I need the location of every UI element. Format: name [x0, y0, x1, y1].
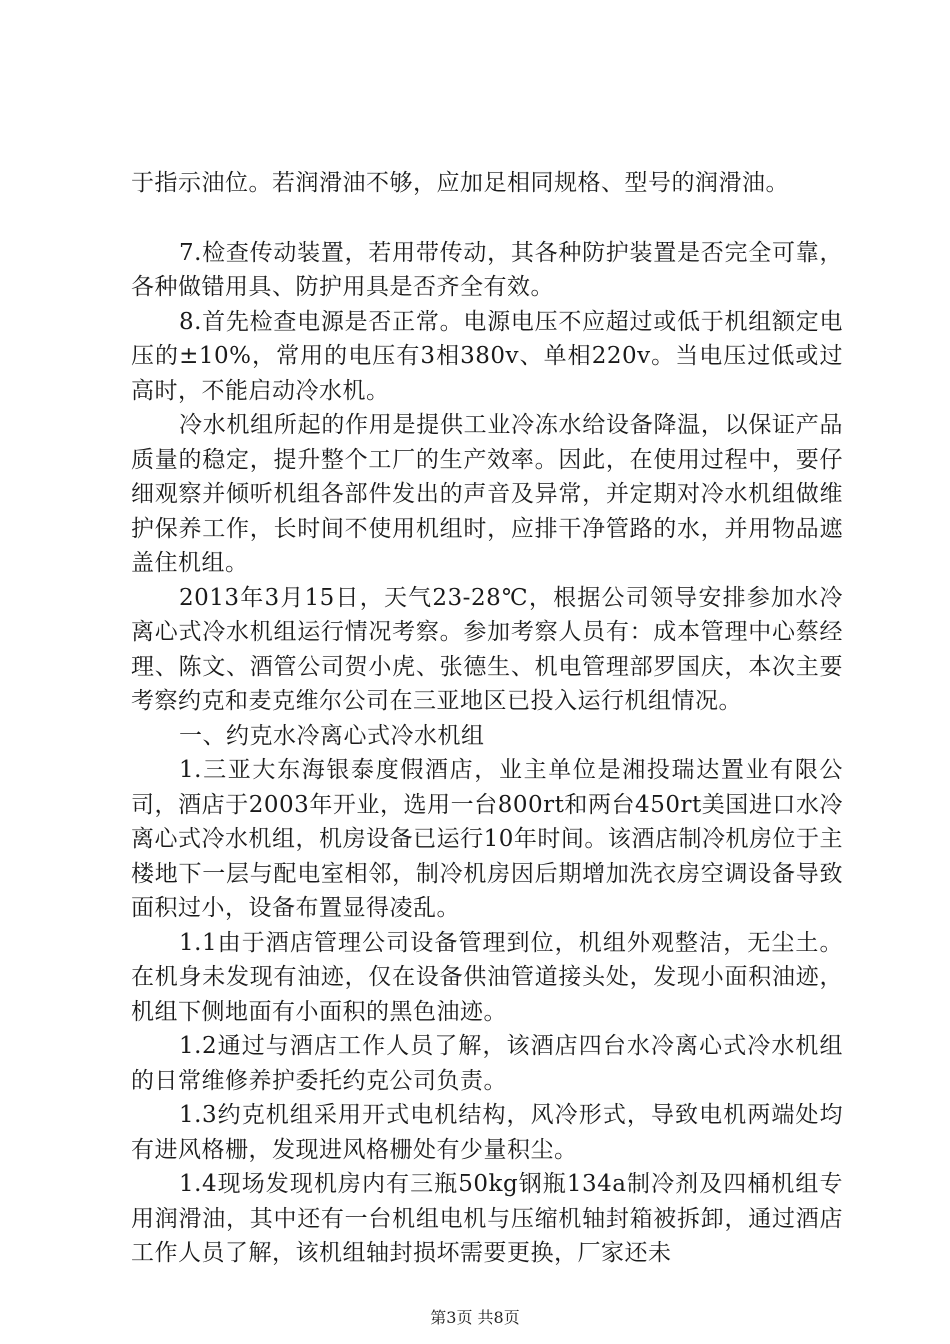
section-heading: 一、约克水冷离心式冷水机组	[179, 722, 485, 749]
document-body	[131, 166, 843, 1271]
paragraph-3: 8.首先检查电源是否正常。电源电压不应超过或低于机组额定电压的±10%，常用的电压有3相380v、单相220v。当电压过低或过高时，不能启动冷水机。	[131, 308, 843, 404]
page-number-footer: 第3页 共8页	[430, 1308, 520, 1327]
paragraph-11: 1.4现场发现机房内有三瓶50kg钢瓶134a制冷剂及四桶机组专用润滑油，其中还有一台机组电机与压缩机轴封箱被拆卸，通过酒店工作人员了解，该机组轴封损坏需要更换，厂家还未	[131, 1171, 843, 1266]
paragraph-9: 1.2通过与酒店工作人员了解，该酒店四台水冷离心式冷水机组的日常维修养护委托约克公司负责。	[131, 1033, 843, 1094]
paragraph-10: 1.3约克机组采用开式电机结构，风冷形式，导致电机两端处均有进风格栅，发现进风格栅处有少量积尘。	[131, 1102, 843, 1163]
paragraph-7: 1.三亚大东海银泰度假酒店，业主单位是湘投瑞达置业有限公司，酒店于2003年开业，选用一台800rt和两台450rt美国进口水冷离心式冷水机组，机房设备已运行10年时间。该酒店制冷机房位于主楼地下一层与配电室相邻，制冷机房因后期增加洗衣房空调设备导致面积过小，设备布置显得凌乱。	[131, 757, 843, 921]
paragraph-2: 7.检查传动装置，若用带传动，其各种防护装置是否完全可靠，各种做错用具、防护用具是否齐全有效。	[131, 239, 843, 300]
paragraph-1: 于指示油位。若润滑油不够，应加足相同规格、型号的润滑油。	[131, 170, 789, 196]
paragraph-4: 冷水机组所起的作用是提供工业冷冻水给设备降温，以保证产品质量的稳定，提升整个工厂的生产效率。因此，在使用过程中，要仔细观察并倾听机组各部件发出的声音及异常，并定期对冷水机组做维护保养工作，长时间不使用机组时，应排干净管路的水，并用物品遮盖住机组。	[131, 412, 843, 576]
paragraph-5: 2013年3月15日，天气23-28℃，根据公司领导安排参加水冷离心式冷水机组运行情况考察。参加考察人员有：成本管理中心蔡经理、陈文、酒管公司贺小虎、张德生、机电管理部罗国庆，本次主要考察约克和麦克维尔公司在三亚地区已投入运行机组情况。	[131, 584, 843, 714]
paragraph-8: 1.1由于酒店管理公司设备管理到位，机组外观整洁，无尘土。在机身未发现有油迹，仅在设备供油管道接头处，发现小面积油迹，机组下侧地面有小面积的黑色油迹。	[131, 929, 843, 1025]
